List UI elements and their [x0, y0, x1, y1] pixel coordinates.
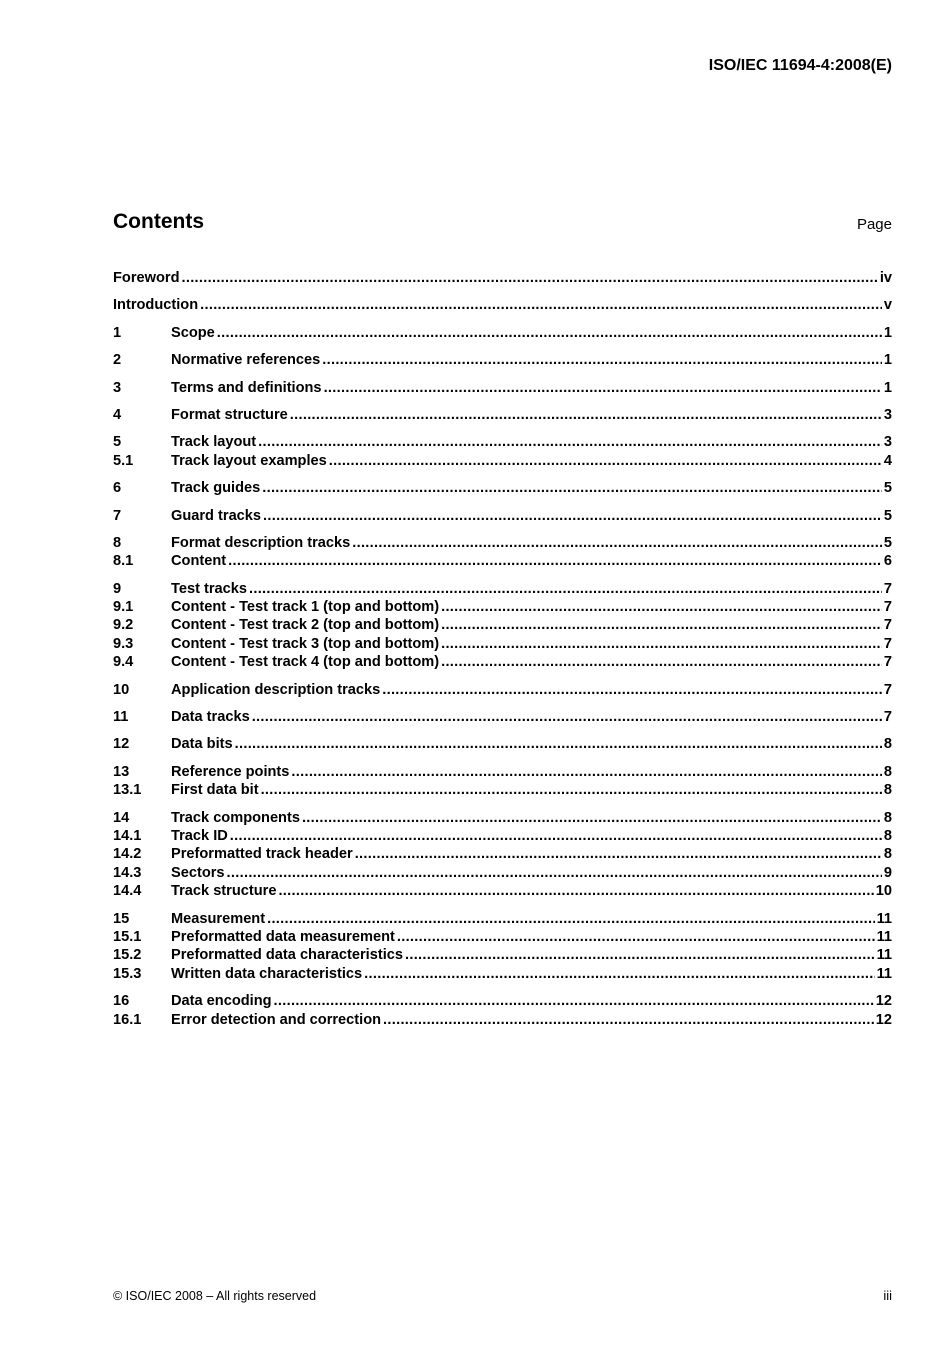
toc-dot-leader: [262, 479, 882, 497]
toc-entry[interactable]: [113, 946, 892, 964]
contents-heading: Contents: [113, 210, 204, 233]
toc-entry[interactable]: [113, 827, 892, 845]
toc-entry-title: Track structure: [171, 883, 277, 900]
toc-entry-title: Track guides: [171, 480, 261, 497]
toc-entry-page: 1: [883, 379, 892, 396]
toc-dot-leader: [441, 635, 882, 653]
toc-entry-title: Track layout: [171, 434, 257, 451]
toc-entry-page: 8: [883, 736, 892, 753]
toc-entry-page: 9: [883, 864, 892, 881]
toc-entry-number: 9.2: [113, 617, 134, 634]
toc-entry[interactable]: [113, 269, 892, 287]
toc-entry[interactable]: [113, 928, 892, 946]
toc-entry-page: 11: [876, 947, 892, 964]
toc-entry-page: 8: [883, 827, 892, 844]
toc-dot-leader: [278, 882, 873, 900]
toc-group: [113, 763, 892, 800]
toc-group: [113, 379, 892, 397]
toc-entry-title: Track ID: [171, 827, 228, 844]
toc-entry[interactable]: [113, 845, 892, 863]
toc-entry-page: 6: [883, 553, 892, 570]
toc-dot-leader: [441, 598, 882, 616]
toc-entry[interactable]: [113, 735, 892, 753]
toc-entry-title: Format structure: [171, 406, 288, 423]
toc-entry[interactable]: [113, 708, 892, 726]
toc-entry[interactable]: [113, 324, 892, 342]
toc-dot-leader: [405, 946, 875, 964]
toc-entry-number: 16: [113, 993, 130, 1010]
toc-entry-number: 14.1: [113, 827, 142, 844]
toc-group: [113, 479, 892, 497]
toc-entry[interactable]: [113, 406, 892, 424]
toc-entry-number: 7: [113, 507, 122, 524]
toc-group: [113, 406, 892, 424]
toc-entry[interactable]: [113, 882, 892, 900]
toc-entry-page: 7: [883, 709, 892, 726]
toc-dot-leader: [235, 735, 882, 753]
toc-dot-leader: [324, 379, 882, 397]
toc-entry[interactable]: [113, 552, 892, 570]
toc-dot-leader: [181, 269, 877, 287]
toc-entry-title: First data bit: [171, 782, 259, 799]
toc-entry[interactable]: [113, 598, 892, 616]
toc-entry-title: Preformatted data characteristics: [171, 947, 403, 964]
toc-entry[interactable]: [113, 681, 892, 699]
toc-entry[interactable]: [113, 580, 892, 598]
toc-entry[interactable]: [113, 781, 892, 799]
toc-dot-leader: [228, 552, 882, 570]
toc-entry-number: 6: [113, 480, 122, 497]
toc-entry-number: 13: [113, 763, 130, 780]
toc-entry-number: 10: [113, 681, 130, 698]
toc-entry-title: Data tracks: [171, 709, 250, 726]
toc-entry-page: 8: [883, 846, 892, 863]
toc-entry-title: Content - Test track 2 (top and bottom): [171, 617, 440, 634]
toc-entry-title: Sectors: [171, 864, 225, 881]
toc-entry-number: 12: [113, 736, 130, 753]
toc-entry-number: 9.3: [113, 635, 134, 652]
toc-dot-leader: [302, 809, 882, 827]
toc-entry-page: 12: [875, 993, 892, 1010]
toc-dot-leader: [291, 763, 881, 781]
toc-entry-title: Track components: [171, 809, 300, 826]
toc-entry-title: Terms and definitions: [171, 379, 322, 396]
toc-group: [113, 269, 892, 287]
toc-entry-page: 7: [883, 617, 892, 634]
toc-entry-page: 1: [883, 352, 892, 369]
toc-entry-number: 15.1: [113, 928, 142, 945]
toc-group: [113, 534, 892, 571]
toc-dot-leader: [352, 534, 882, 552]
toc-entry-number: 13.1: [113, 782, 142, 799]
toc-group: [113, 580, 892, 672]
toc-dot-leader: [200, 296, 882, 314]
toc-entry-title: Normative references: [171, 352, 321, 369]
toc-entry-title: Written data characteristics: [171, 965, 363, 982]
toc-entry-title: Application description tracks: [171, 681, 381, 698]
toc-entry-page: 8: [883, 782, 892, 799]
toc-entry[interactable]: [113, 296, 892, 314]
toc-entry-page: 5: [883, 507, 892, 524]
toc-entry-number: 9: [113, 580, 122, 597]
toc-entry[interactable]: [113, 635, 892, 653]
toc-entry-page: 4: [883, 452, 892, 469]
toc-entry[interactable]: [113, 992, 892, 1010]
toc-entry-number: 9.4: [113, 654, 134, 671]
toc-entry-page: 7: [883, 635, 892, 652]
toc-group: [113, 351, 892, 369]
toc-entry[interactable]: [113, 534, 892, 552]
toc-entry-number: 14: [113, 809, 130, 826]
toc-entry[interactable]: [113, 1011, 892, 1029]
toc-entry[interactable]: [113, 616, 892, 634]
toc-entry-title: Track layout examples: [171, 452, 327, 469]
toc-entry-page: 11: [876, 910, 892, 927]
toc-entry-number: 15: [113, 910, 130, 927]
toc-entry-number: 15.3: [113, 965, 142, 982]
page-column-label: Page: [856, 216, 892, 233]
toc-entry-number: 5: [113, 434, 122, 451]
toc-entry-number: 8: [113, 534, 122, 551]
toc-entry-number: 5.1: [113, 452, 134, 469]
toc-dot-leader: [249, 580, 882, 598]
toc-entry-number: 14.4: [113, 883, 142, 900]
toc-dot-leader: [258, 433, 882, 451]
toc-entry-title: Test tracks: [171, 580, 247, 597]
toc-entry-title: Introduction: [113, 297, 199, 314]
toc-dot-leader: [383, 1011, 874, 1029]
toc-entry-page: 12: [875, 1011, 892, 1028]
toc-entry-title: Error detection and correction: [171, 1011, 382, 1028]
toc-entry-title: Preformatted data measurement: [171, 928, 395, 945]
toc-entry[interactable]: [113, 809, 892, 827]
toc-dot-leader: [227, 864, 882, 882]
toc-entry-page: 7: [883, 654, 892, 671]
toc-entry-number: 8.1: [113, 553, 134, 570]
toc-group: [113, 809, 892, 901]
toc-entry-number: 15.2: [113, 947, 142, 964]
toc-entry[interactable]: [113, 507, 892, 525]
toc-entry-page: 5: [883, 534, 892, 551]
footer-copyright: © ISO/IEC 2008 – All rights reserved: [113, 1289, 317, 1303]
toc-entry-page: 3: [883, 406, 892, 423]
toc-entry-title: Guard tracks: [171, 507, 262, 524]
toc-entry-number: 14.3: [113, 864, 142, 881]
toc-dot-leader: [329, 452, 882, 470]
toc-entry[interactable]: [113, 379, 892, 397]
footer-page-number: iii: [883, 1288, 892, 1303]
toc-group: [113, 324, 892, 342]
toc-group: [113, 735, 892, 753]
toc-dot-leader: [230, 827, 882, 845]
toc-dot-leader: [441, 616, 882, 634]
toc-entry-page: 7: [883, 599, 892, 616]
toc-entry-title: Reference points: [171, 763, 290, 780]
toc-entry-page: 8: [883, 763, 892, 780]
toc-group: [113, 992, 892, 1029]
toc-entry[interactable]: [113, 433, 892, 451]
toc-entry-page: 11: [876, 928, 892, 945]
document-id: ISO/IEC 11694-4:2008(E): [708, 57, 892, 74]
toc-entry-title: Data encoding: [171, 993, 272, 1010]
toc-entry-title: Scope: [171, 324, 215, 341]
toc-entry-number: 14.2: [113, 846, 142, 863]
toc-entry-number: 16.1: [113, 1011, 142, 1028]
toc-entry[interactable]: [113, 479, 892, 497]
toc-entry[interactable]: [113, 864, 892, 882]
toc-dot-leader: [355, 845, 882, 863]
toc-entry-title: Content: [171, 553, 227, 570]
toc-entry-title: Content - Test track 4 (top and bottom): [171, 654, 440, 671]
toc-entry[interactable]: [113, 351, 892, 369]
toc-entry-page: 11: [876, 965, 892, 982]
toc-entry-page: 7: [883, 580, 892, 597]
toc-dot-leader: [252, 708, 882, 726]
toc-group: [113, 708, 892, 726]
toc-entry-title: Content - Test track 1 (top and bottom): [171, 599, 440, 616]
toc-dot-leader: [441, 653, 882, 671]
toc-entry-title: Data bits: [171, 736, 233, 753]
toc-dot-leader: [382, 681, 882, 699]
toc-dot-leader: [274, 992, 874, 1010]
toc-group: [113, 681, 892, 699]
toc-entry-page: 1: [883, 324, 892, 341]
toc-dot-leader: [267, 910, 874, 928]
toc-entry-title: Preformatted track header: [171, 846, 353, 863]
toc-entry-number: 2: [113, 352, 122, 369]
toc-entry-number: 1: [113, 324, 122, 341]
toc-entry[interactable]: [113, 910, 892, 928]
toc-entry-page: iv: [879, 270, 892, 286]
toc-entry-number: 9.1: [113, 599, 134, 616]
toc-group: [113, 507, 892, 525]
toc-dot-leader: [263, 507, 882, 525]
toc-entry[interactable]: [113, 763, 892, 781]
toc-entry-title: Format description tracks: [171, 534, 351, 551]
toc-entry-page: 10: [875, 883, 892, 900]
toc-entry[interactable]: [113, 965, 892, 983]
toc-dot-leader: [261, 781, 882, 799]
toc-entry[interactable]: [113, 653, 892, 671]
toc-dot-leader: [364, 965, 874, 983]
toc-dot-leader: [397, 928, 875, 946]
toc-entry-title: Content - Test track 3 (top and bottom): [171, 635, 440, 652]
toc-group: [113, 910, 892, 984]
toc-entry[interactable]: [113, 452, 892, 470]
table-of-contents: [113, 269, 892, 1038]
toc-entry-page: v: [883, 297, 892, 314]
toc-group: [113, 296, 892, 314]
toc-entry-page: 8: [883, 809, 892, 826]
toc-dot-leader: [322, 351, 882, 369]
toc-dot-leader: [217, 324, 882, 342]
toc-entry-number: 3: [113, 379, 122, 396]
toc-entry-title: Measurement: [171, 910, 266, 927]
toc-entry-page: 5: [883, 480, 892, 497]
toc-entry-number: 11: [113, 709, 129, 726]
toc-entry-page: 7: [883, 681, 892, 698]
toc-entry-title: Foreword: [113, 270, 180, 286]
toc-entry-page: 3: [883, 434, 892, 451]
toc-dot-leader: [290, 406, 882, 424]
toc-group: [113, 433, 892, 470]
toc-entry-number: 4: [113, 406, 122, 423]
